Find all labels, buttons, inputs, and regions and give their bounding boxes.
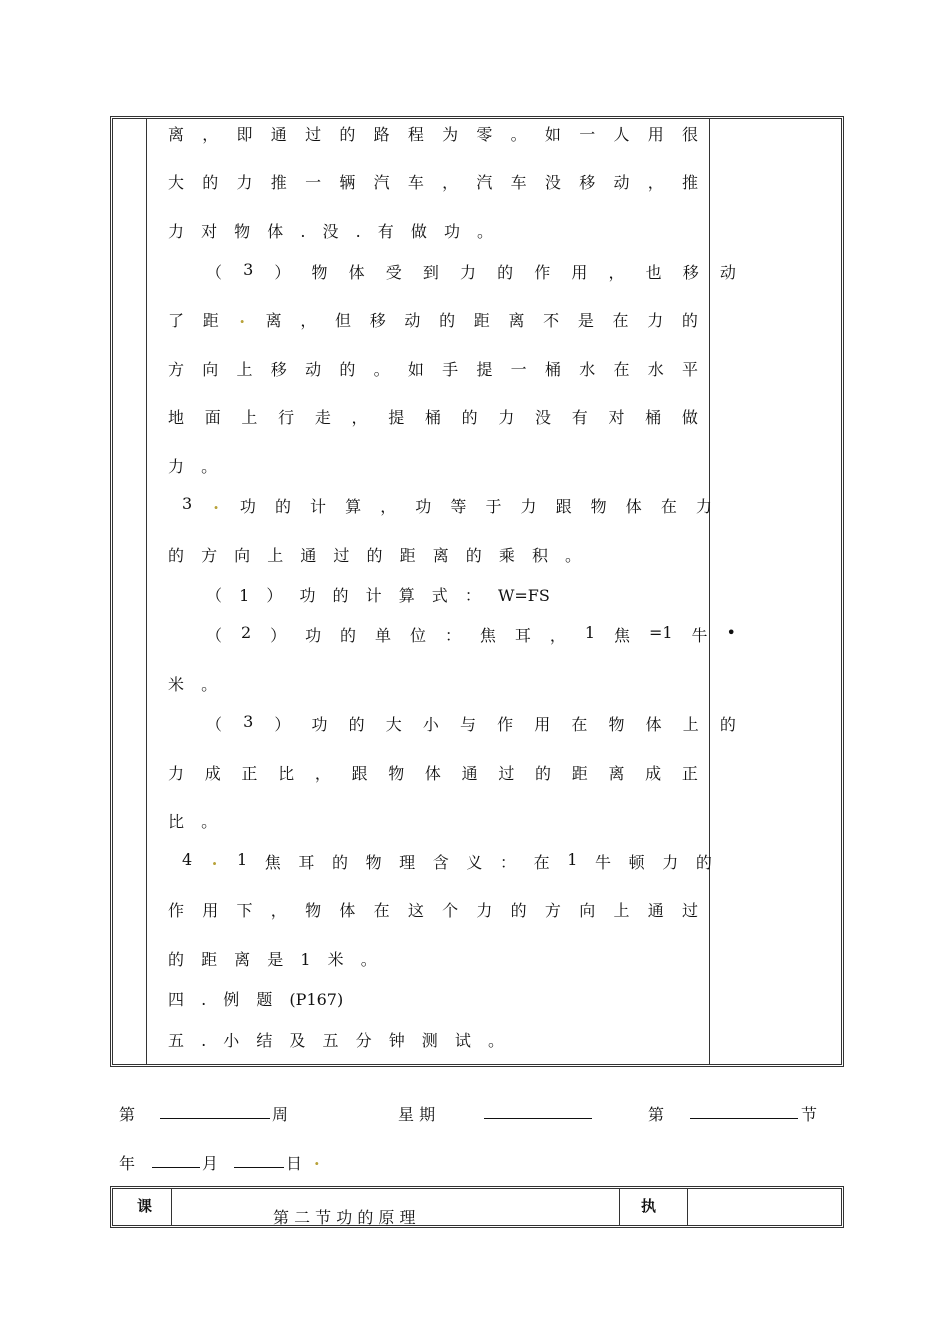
char: 与 — [460, 715, 477, 734]
text-line-20: 四 . 例 题 (P167) — [168, 990, 344, 1009]
char: 1 — [567, 850, 578, 869]
char: 水 — [647, 360, 664, 379]
char: 方 — [544, 901, 561, 920]
char: 提 — [476, 360, 493, 379]
char: 力 — [236, 173, 253, 192]
char: 离 — [608, 764, 625, 783]
char: 零 — [476, 125, 493, 144]
char: 程 — [407, 125, 424, 144]
period-blank[interactable] — [690, 1104, 798, 1119]
lesson-header-table — [110, 1186, 844, 1228]
header-divider-3 — [687, 1189, 688, 1225]
text-line-19: 的 距 离 是 1 米 。 — [168, 950, 377, 969]
char: 的 — [340, 626, 357, 645]
text-line-9 — [182, 494, 712, 517]
char: 了 — [168, 311, 185, 330]
char: 。 — [373, 360, 390, 379]
char: . — [213, 494, 219, 513]
char: 的 — [497, 263, 514, 282]
char: 的 — [339, 360, 356, 379]
header-ke: 课 — [137, 1197, 153, 1215]
char: 大 — [168, 173, 185, 192]
table-divider-left — [146, 119, 147, 1064]
text-line-18 — [168, 898, 698, 921]
text-line-17 — [182, 850, 712, 873]
char: 动 — [305, 360, 322, 379]
char: 到 — [422, 263, 439, 282]
char: 成 — [204, 764, 221, 783]
header-divider-2 — [619, 1189, 620, 1225]
char: 物 — [311, 263, 328, 282]
char: 方 — [168, 360, 185, 379]
char: 过 — [498, 764, 515, 783]
char: 算 — [345, 497, 362, 516]
char: 力 — [647, 311, 664, 330]
char: 一 — [579, 125, 596, 144]
footer-nian: 年 — [119, 1154, 136, 1173]
char: ， — [270, 901, 287, 920]
char: 如 — [407, 360, 424, 379]
char: 上 — [682, 715, 699, 734]
char: • — [726, 623, 736, 642]
char: 距 — [473, 311, 490, 330]
char: 也 — [645, 263, 662, 282]
char: 动 — [613, 173, 630, 192]
char: 力 — [662, 853, 679, 872]
char: ， — [549, 626, 566, 645]
char: 即 — [236, 125, 253, 144]
text-line-13: 米 。 — [168, 675, 218, 694]
char: 的 — [719, 715, 736, 734]
char: 通 — [647, 901, 664, 920]
text-line-12 — [206, 623, 736, 646]
char: 跟 — [555, 497, 572, 516]
char: 在 — [612, 311, 629, 330]
char: ， — [608, 263, 625, 282]
footer-di: 第 — [119, 1105, 136, 1124]
char: 作 — [534, 263, 551, 282]
char: 正 — [241, 764, 258, 783]
weekday-blank[interactable] — [484, 1104, 592, 1119]
char: ） — [274, 263, 291, 282]
char: 过 — [305, 125, 322, 144]
char: 的 — [348, 715, 365, 734]
char: 3 — [243, 712, 254, 731]
char: 上 — [236, 360, 253, 379]
text-line-3: 力 对 物 体 . 没 . 有 做 功 。 — [168, 222, 494, 241]
char: （ — [206, 715, 223, 734]
char: 于 — [485, 497, 502, 516]
char: ， — [647, 173, 664, 192]
text-line-16: 比 。 — [168, 812, 218, 831]
char: 车 — [510, 173, 527, 192]
char: 理 — [399, 853, 416, 872]
char: 作 — [168, 901, 185, 920]
char: （ — [206, 263, 223, 282]
char: 行 — [278, 408, 295, 427]
footer-di2: 第 — [648, 1105, 665, 1124]
text-line-8: 力 。 — [168, 457, 218, 476]
char: 物 — [590, 497, 607, 516]
char: 离 — [265, 311, 282, 330]
char: 计 — [310, 497, 327, 516]
footer-ri: 日 — [286, 1154, 303, 1173]
char: 走 — [314, 408, 331, 427]
char: 力 — [498, 408, 515, 427]
char: 的 — [510, 901, 527, 920]
char: ） — [274, 715, 291, 734]
char: 一 — [510, 360, 527, 379]
header-zhi: 执 — [641, 1197, 657, 1215]
char: 。 — [510, 125, 527, 144]
char: 不 — [543, 311, 560, 330]
char: 但 — [335, 311, 352, 330]
char: 向 — [579, 901, 596, 920]
char: 移 — [682, 263, 699, 282]
char: 大 — [385, 715, 402, 734]
char: （ — [206, 626, 223, 645]
char: 焦 — [613, 626, 630, 645]
char: 耳 — [514, 626, 531, 645]
text-line-11: （ 1 ） 功 的 计 算 式 ： W=FS — [206, 586, 550, 605]
char: 很 — [681, 125, 698, 144]
char: 距 — [202, 311, 219, 330]
char: 物 — [388, 764, 405, 783]
char: 上 — [241, 408, 258, 427]
char: ， — [314, 764, 331, 783]
char: 比 — [278, 764, 295, 783]
char: 这 — [407, 901, 424, 920]
char: 汽 — [373, 173, 390, 192]
char: 离 — [168, 125, 185, 144]
char: 力 — [460, 263, 477, 282]
text-line-10: 的 方 向 上 通 过 的 距 离 的 乘 积 。 — [168, 546, 582, 565]
char: 过 — [681, 901, 698, 920]
char: 一 — [305, 173, 322, 192]
char: 通 — [461, 764, 478, 783]
char: ， — [202, 125, 219, 144]
char: 上 — [613, 901, 630, 920]
char: 体 — [339, 901, 356, 920]
char: 体 — [625, 497, 642, 516]
day-blank[interactable] — [234, 1153, 284, 1168]
char: ） — [270, 626, 287, 645]
char: 耳 — [298, 853, 315, 872]
char: 等 — [450, 497, 467, 516]
char: ， — [351, 408, 368, 427]
char: 功 — [415, 497, 432, 516]
char: 为 — [442, 125, 459, 144]
char: 是 — [577, 311, 594, 330]
char: 力 — [476, 901, 493, 920]
char: 平 — [681, 360, 698, 379]
char: 体 — [424, 764, 441, 783]
char: 体 — [645, 715, 662, 734]
text-line-4 — [206, 260, 736, 283]
char: 作 — [497, 715, 514, 734]
text-line-1 — [168, 122, 698, 145]
char: 牛 — [595, 853, 612, 872]
char: 的 — [331, 853, 348, 872]
char: 力 — [168, 764, 185, 783]
footer-dot: . — [314, 1150, 320, 1169]
char: 在 — [373, 901, 390, 920]
week-blank[interactable] — [160, 1104, 270, 1119]
char: 用 — [534, 715, 551, 734]
char: 2 — [240, 623, 252, 642]
char: 的 — [274, 497, 291, 516]
char: ， — [380, 497, 397, 516]
char: 在 — [660, 497, 677, 516]
char: 位 — [409, 626, 426, 645]
char: 焦 — [479, 626, 496, 645]
char: 物 — [365, 853, 382, 872]
char: ， — [442, 173, 459, 192]
char: 距 — [571, 764, 588, 783]
char: 力 — [695, 497, 712, 516]
text-line-6 — [168, 357, 698, 380]
char: 的 — [339, 125, 356, 144]
char: 成 — [645, 764, 662, 783]
char: 功 — [239, 497, 256, 516]
char: 做 — [681, 408, 698, 427]
char: 受 — [385, 263, 402, 282]
text-line-5 — [168, 308, 698, 331]
char: 1 — [236, 850, 248, 869]
char: 义 — [466, 853, 483, 872]
header-divider-1 — [171, 1189, 172, 1225]
char: 移 — [369, 311, 386, 330]
char: 牛 — [691, 626, 708, 645]
char: 正 — [681, 764, 698, 783]
char: 在 — [613, 360, 630, 379]
char: 辆 — [339, 173, 356, 192]
char: 的 — [535, 764, 552, 783]
char: 有 — [571, 408, 588, 427]
char: 没 — [535, 408, 552, 427]
char: 桶 — [645, 408, 662, 427]
char: 移 — [579, 173, 596, 192]
char: 向 — [202, 360, 219, 379]
char: 地 — [168, 408, 185, 427]
char: 跟 — [351, 764, 368, 783]
char: 功 — [311, 715, 328, 734]
char: 汽 — [476, 173, 493, 192]
char: 小 — [422, 715, 439, 734]
char: 水 — [579, 360, 596, 379]
char: 通 — [270, 125, 287, 144]
char: 在 — [533, 853, 550, 872]
char: 动 — [719, 263, 736, 282]
char: 推 — [681, 173, 698, 192]
text-line-2 — [168, 170, 698, 193]
char: 面 — [204, 408, 221, 427]
char: =1 — [648, 623, 673, 642]
char: 的 — [681, 311, 698, 330]
char: 离 — [508, 311, 525, 330]
char: 手 — [442, 360, 459, 379]
char: 桶 — [424, 408, 441, 427]
char: 用 — [647, 125, 664, 144]
char: 下 — [236, 901, 253, 920]
char: 功 — [305, 626, 322, 645]
char: 移 — [270, 360, 287, 379]
text-line-15 — [168, 761, 698, 784]
text-line-14 — [206, 712, 736, 735]
text-line-21: 五 . 小 结 及 五 分 钟 测 试 。 — [168, 1031, 504, 1050]
char: 焦 — [264, 853, 281, 872]
char: 物 — [305, 901, 322, 920]
char: 用 — [571, 263, 588, 282]
char: 力 — [520, 497, 537, 516]
char: 个 — [442, 901, 459, 920]
char: 1 — [584, 623, 596, 642]
footer-jie: 节 — [801, 1105, 818, 1124]
char: 提 — [388, 408, 405, 427]
char: 顿 — [628, 853, 645, 872]
char: 对 — [608, 408, 625, 427]
char: 用 — [202, 901, 219, 920]
month-blank[interactable] — [152, 1153, 200, 1168]
char: 如 — [544, 125, 561, 144]
char: 没 — [544, 173, 561, 192]
char: . — [211, 850, 218, 869]
char: 动 — [404, 311, 421, 330]
char: 3 — [182, 494, 193, 513]
char: ： — [500, 853, 517, 872]
char: 的 — [695, 853, 712, 872]
footer-yue: 月 — [202, 1154, 219, 1173]
char: 物 — [608, 715, 625, 734]
char: 3 — [243, 260, 254, 279]
char: 推 — [270, 173, 287, 192]
char: 的 — [461, 408, 478, 427]
lesson-title: 第 二 节 功 的 原 理 — [273, 1208, 416, 1227]
char: 人 — [613, 125, 630, 144]
char: ： — [444, 626, 461, 645]
footer-xingqi: 星 期 — [398, 1105, 436, 1124]
char: . — [239, 308, 245, 327]
char: 车 — [407, 173, 424, 192]
char: 含 — [432, 853, 449, 872]
char: 路 — [373, 125, 390, 144]
char: 体 — [348, 263, 365, 282]
char: 单 — [375, 626, 392, 645]
char: 在 — [571, 715, 588, 734]
char: 的 — [439, 311, 456, 330]
char: ， — [300, 311, 317, 330]
text-line-7 — [168, 405, 698, 428]
footer-zhou: 周 — [272, 1105, 289, 1124]
char: 4 — [182, 850, 193, 869]
char: 的 — [202, 173, 219, 192]
char: 桶 — [544, 360, 561, 379]
